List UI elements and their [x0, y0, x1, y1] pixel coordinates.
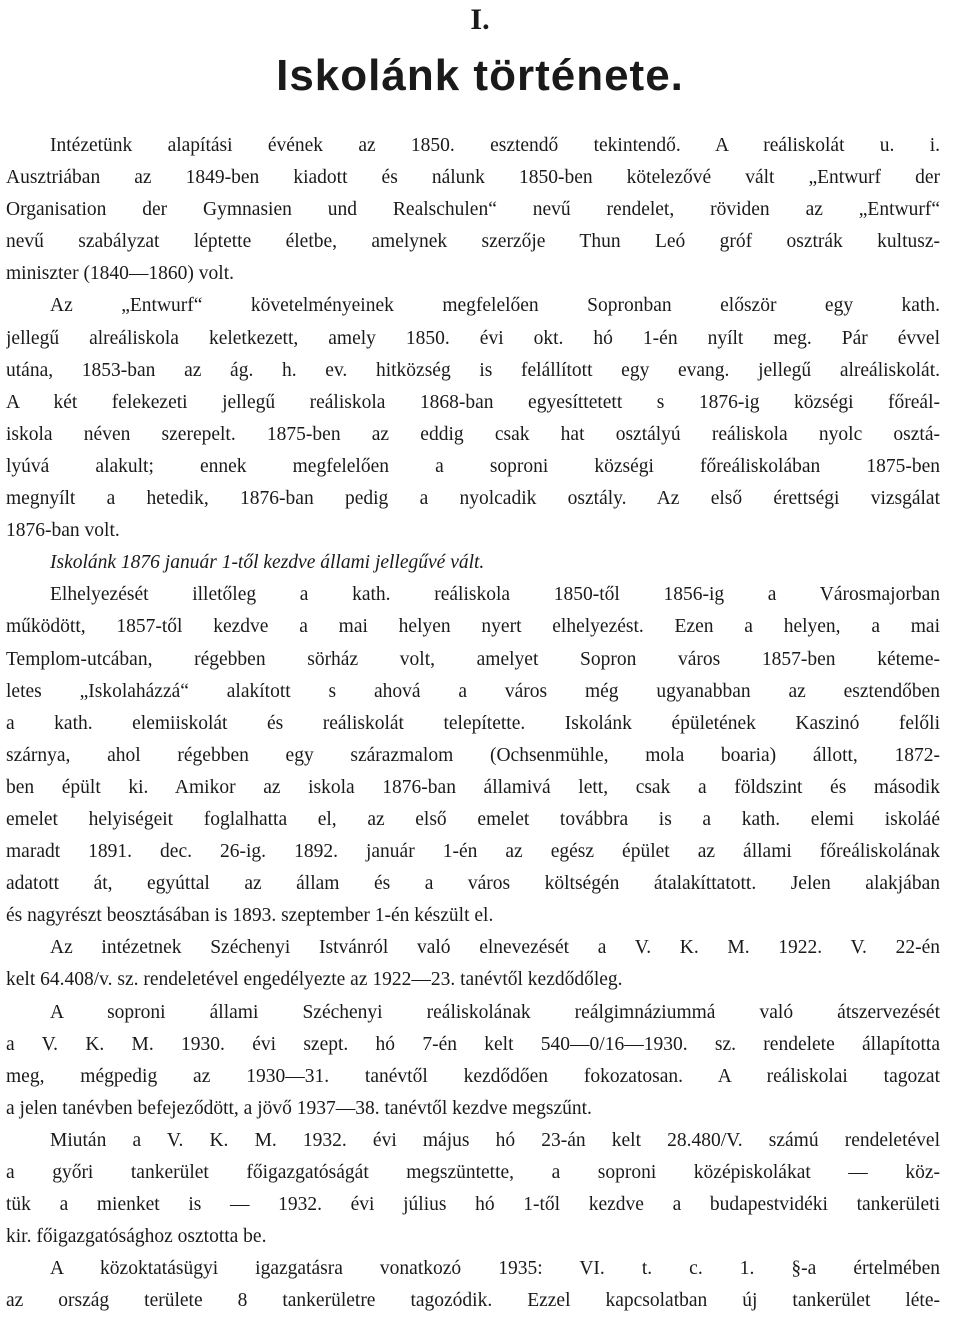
- text-line: A közoktatásügyi igazgatásra vonatkozó 1935: VI. t. c. 1. §-a értelmében: [50, 1258, 940, 1280]
- text-line: utána, 1853-ban az ág. h. ev. hitközség is felállított egy evang. jellegű alreáliskolát.: [6, 359, 940, 381]
- text-line: Templom-utcában, régebben sörház volt, amelyet Sopron város 1857-ben kéteme-: [6, 648, 940, 670]
- body-text: [6, 130, 940, 1317]
- chapter-number: I.: [470, 3, 490, 36]
- text-line: és nagyrészt beosztásában is 1893. szeptember 1-én készült el.: [6, 905, 494, 927]
- text-line: lyúvá alakult; ennek megfelelően a soproni községi főreáliskolában 1875-ben: [6, 455, 940, 477]
- text-line: a kath. elemiiskolát és reáliskolát telepítette. Iskolánk épületének Kaszinó felőli: [6, 712, 940, 734]
- text-line: A két felekezeti jellegű reáliskola 1868-ban egyesíttetett s 1876-ig községi főreál-: [6, 391, 940, 413]
- text-line: miniszter (1840—1860) volt.: [6, 263, 235, 285]
- text-line: Organisation der Gymnasien und Realschulen“ nevű rendelet, röviden az „Entwurf“: [6, 199, 940, 221]
- text-line: maradt 1891. dec. 26-ig. 1892. január 1-én az egész épület az állami főreáliskolának: [6, 841, 940, 863]
- text-line: A soproni állami Széchenyi reáliskolának reálgimnáziummá való átszervezését: [50, 1001, 940, 1023]
- text-line: Iskolánk 1876 január 1-től kezdve állami jellegűvé vált.: [50, 552, 485, 574]
- text-line: kir. főigazgatósághoz osztotta be.: [6, 1226, 267, 1248]
- text-line: Elhelyezését illetőleg a kath. reáliskola 1850-től 1856-ig a Városmajorban: [50, 584, 940, 606]
- text-line: a jelen tanévben befejeződött, a jövő 1937—38. tanévtől kezdve megszűnt.: [6, 1097, 592, 1119]
- text-line: 1876-ban volt.: [6, 520, 120, 542]
- page-title: Iskolánk története.: [276, 51, 684, 100]
- text-line: Miután a V. K. M. 1932. évi május hó 23-án kelt 28.480/V. számú rendeletével: [50, 1129, 940, 1151]
- text-line: szárnya, ahol régebben egy szárazmalom (Ochsenmühle, mola boaria) állott, 1872-: [6, 744, 940, 766]
- text-line: kelt 64.408/v. sz. rendeletével engedélyezte az 1922—23. tanévtől kezdődőleg.: [6, 969, 623, 991]
- text-line: a győri tankerület főigazgatóságát megszüntette, a soproni középiskolákat — köz-: [6, 1162, 940, 1183]
- text-line: Az „Entwurf“ követelményeinek megfelelően Sopronban először egy kath.: [50, 295, 940, 317]
- text-line: jellegű alreáliskola keletkezett, amely 1850. évi okt. hó 1-én nyílt meg. Pár évvel: [6, 327, 940, 349]
- text-line: nevű szabályzat léptette életbe, amelynek szerzője Thun Leó gróf osztrák kultusz-: [6, 231, 940, 253]
- text-line: működött, 1857-től kezdve a mai helyen nyert elhelyezést. Ezen a helyen, a mai: [6, 616, 940, 638]
- text-line: megnyílt a hetedik, 1876-ban pedig a nyolcadik osztály. Az első érettségi vizsgálat: [6, 488, 940, 510]
- text-line: az ország területe 8 tankerületre tagozódik. Ezzel kapcsolatban új tankerület léte-: [6, 1290, 940, 1312]
- text-line: adatott át, egyúttal az állam és a város költségén átalakíttatott. Jelen alakjában: [6, 873, 940, 895]
- text-line: iskola néven szerepelt. 1875-ben az eddig csak hat osztályú reáliskola nyolc osztá-: [6, 423, 940, 445]
- text-line: tük a mienket is — 1932. évi július hó 1-től kezdve a budapestvidéki tankerületi: [6, 1194, 940, 1216]
- text-line: ben épült ki. Amikor az iskola 1876-ban államivá lett, csak a földszint és második: [6, 776, 940, 798]
- text-line: a V. K. M. 1930. évi szept. hó 7-én kelt 540—0/16—1930. sz. rendelete állapította: [6, 1033, 940, 1055]
- text-line: Ausztriában az 1849-ben kiadott és nálunk 1850-ben kötelezővé vált „Entwurf der: [6, 167, 940, 189]
- text-line: Az intézetnek Széchenyi Istvánról való elnevezését a V. K. M. 1922. V. 22-én: [50, 937, 940, 959]
- text-line: meg, mégpedig az 1930—31. tanévtől kezdődően fokozatosan. A reáliskolai tagozat: [6, 1065, 940, 1087]
- text-line: emelet helyiségeit foglalhatta el, az első emelet továbbra is a kath. elemi iskoláé: [6, 808, 940, 830]
- text-line: Intézetünk alapítási évének az 1850. esztendő tekintendő. A reáliskolát u. i.: [50, 135, 940, 156]
- text-line: letes „Iskolaházzá“ alakított s ahová a város még ugyanabban az esztendőben: [6, 680, 940, 702]
